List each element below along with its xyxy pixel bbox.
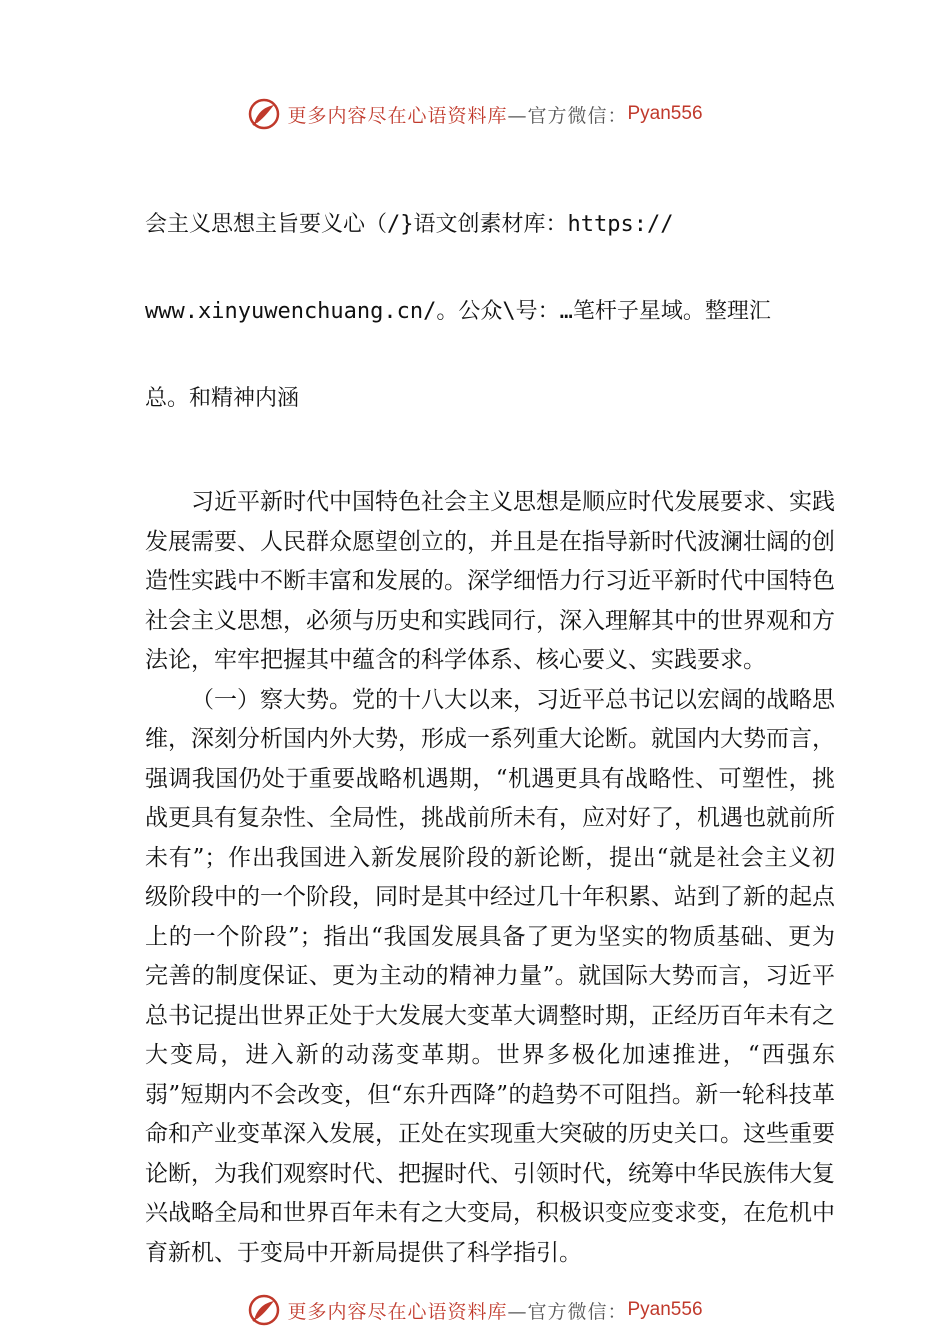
header-block [145, 152, 835, 471]
header-line: 会主义思想主旨要义心（/}语文创素材库：https:// [145, 212, 674, 237]
banner-brand-text: 更多内容尽在心语资料库 [287, 1300, 508, 1323]
top-watermark-banner [0, 94, 950, 134]
bottom-watermark-banner [0, 1290, 950, 1330]
banner-wechat-label: —官方微信： [507, 1300, 628, 1323]
banner-wechat-label: —官方微信： [507, 104, 628, 127]
paragraph-intro: 习近平新时代中国特色社会主义思想是顺应时代发展要求、实践发展需要、人民群众愿望创立的，并且是在指导新时代波澜壮阔的创造性实践中不断丰富和发展的。深学细悟力行习近平新时代中国特色社会主义思想，必须与历史和实践同行，深入理解其中的世界观和方法论，牢牢把握其中蕴含的科学体系、核心要义、实践要求。 [145, 489, 835, 673]
banner-wechat-id: Pyan556 [627, 1299, 703, 1320]
banner-brand-text: 更多内容尽在心语资料库 [287, 104, 508, 127]
pen-logo-icon [247, 1293, 281, 1327]
document-body [145, 152, 835, 1273]
header-line: 总。和精神内涵 [145, 386, 300, 411]
paragraph-observe-trends: （一）察大势。党的十八大以来，习近平总书记以宏阔的战略思维，深刻分析国内外大势，形成一系列重大论断。就国内大势而言，强调我国仍处于重要战略机遇期，“机遇更具有战略性、可塑性，挑战更具有复杂性、全局性，挑战前所未有，应对好了，机遇也就前所未有”；作出我国进入新发展阶段的新论断，提出“就是社会主义初级阶段中的一个阶段，同时是其中经过几十年积累、站到了新的起点上的一个阶段”；指出“我国发展具备了更为坚实的物质基础、更为完善的制度保证、更为主动的精神力量”。就国际大势而言，习近平总书记提出世界正处于大发展大变革大调整时期，正经历百年未有之大变局，进入新的动荡变革期。世界多极化加速推进，“西强东弱”短期内不会改变，但“东升西降”的趋势不可阻挡。新一轮科技革命和产业变革深入发展，正处在实现重大突破的历史关口。这些重要论断，为我们观察时代、把握时代、引领时代，统筹中华民族伟大复兴战略全局和世界百年未有之大变局，积极识变应变求变，在危机中育新机、于变局中开新局提供了科学指引。 [145, 686, 835, 1266]
pen-logo-icon [247, 97, 281, 131]
header-line: www.xinyuwenchuang.cn/。公众\号：…笔杆子星域。整理汇 [145, 299, 771, 324]
banner-wechat-id: Pyan556 [627, 103, 703, 124]
